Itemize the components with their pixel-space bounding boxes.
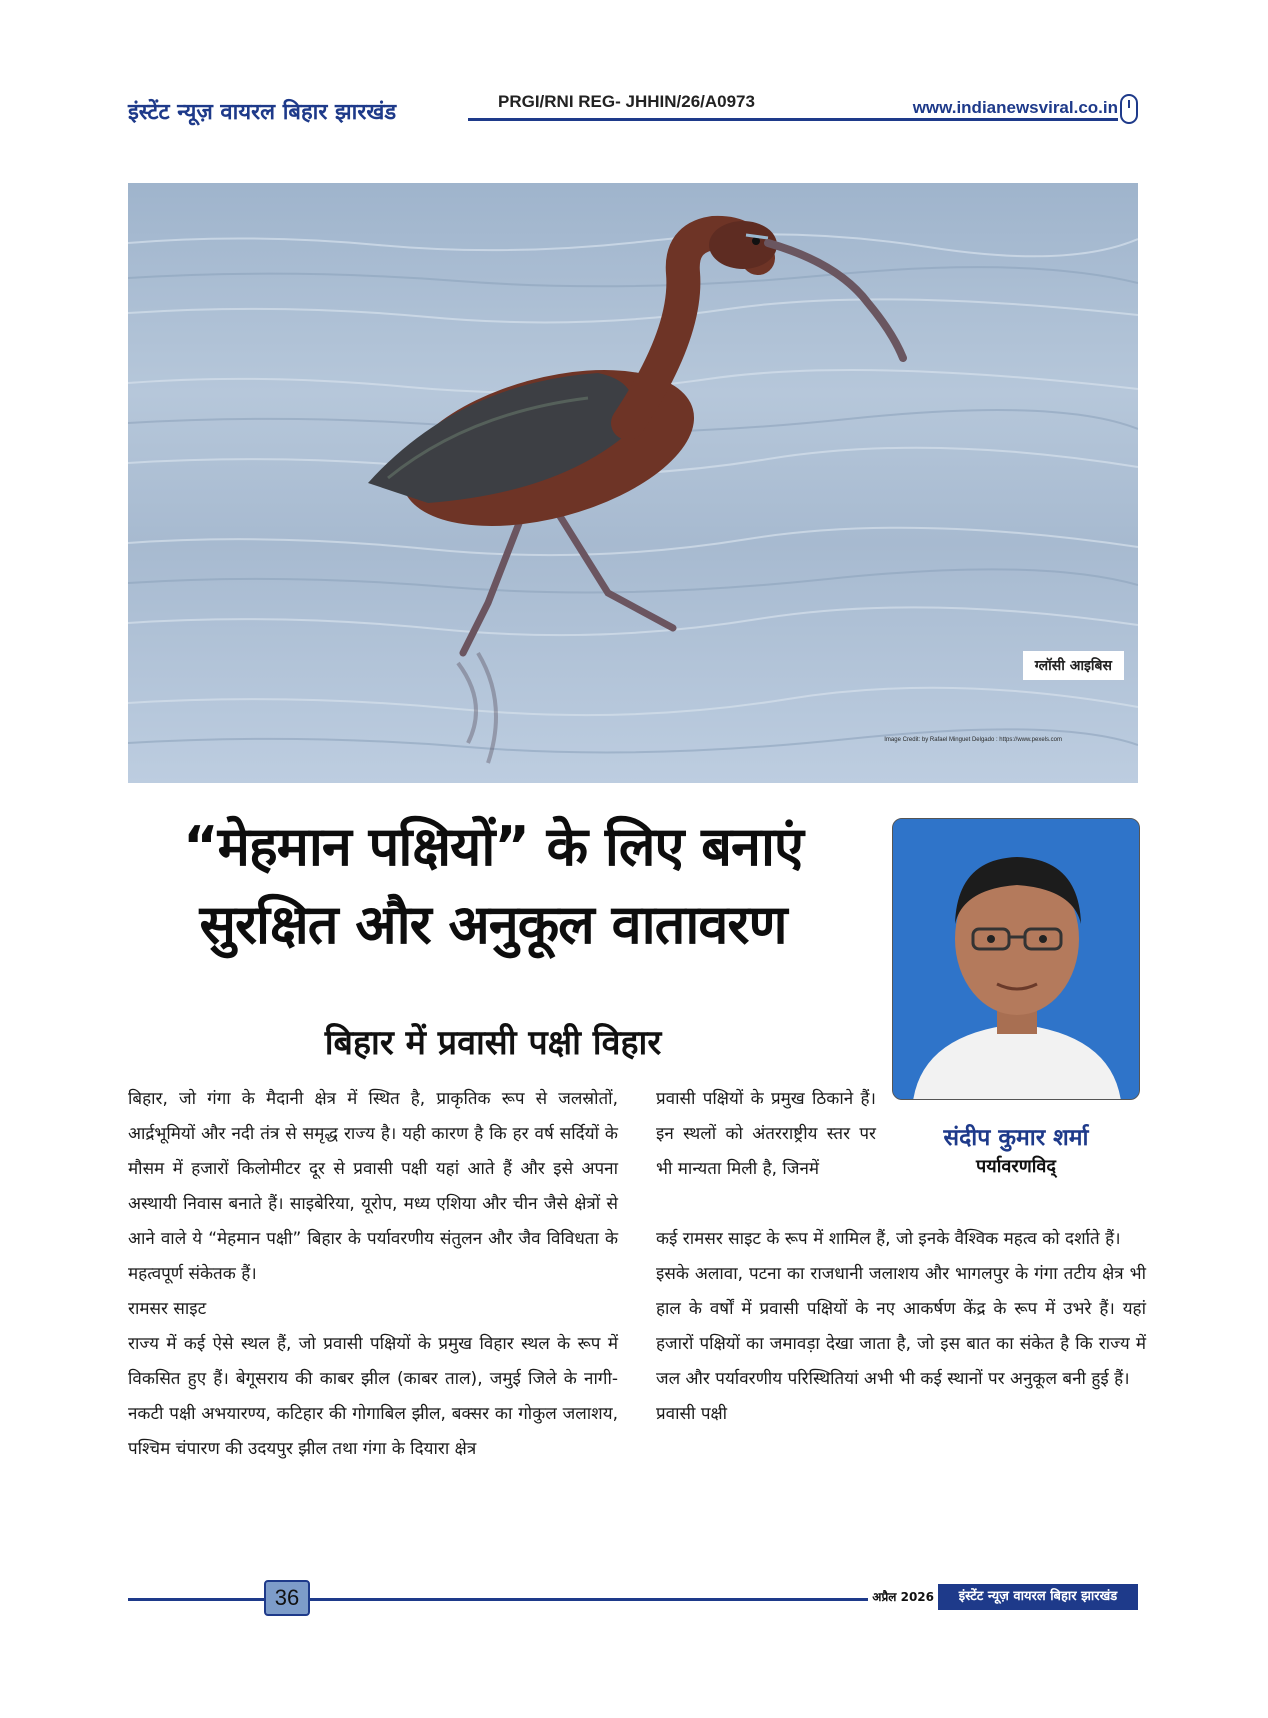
photo-caption: ग्लॉसी आइबिस bbox=[1023, 651, 1124, 680]
subheadline: बिहार में प्रवासी पक्षी विहार bbox=[324, 1023, 662, 1063]
article-paragraph-2-end: कई रामसर साइट के रूप में शामिल हैं, जो इनके वैश्विक महत्व को दर्शाते हैं। bbox=[656, 1229, 1121, 1249]
header-rule bbox=[468, 118, 1118, 121]
author-portrait bbox=[893, 819, 1140, 1100]
author-name: संदीप कुमार शर्मा bbox=[943, 1125, 1089, 1151]
author-role: पर्यावरणविद् bbox=[976, 1156, 1056, 1177]
article-paragraph-1: बिहार, जो गंगा के मैदानी क्षेत्र में स्थित है, प्राकृतिक रूप से जलस्रोतों, आर्द्रभूमियों और नदी तंत्र से समृद्ध राज्य है। यही कारण है कि हर वर्ष सर्दियों के मौसम में हजारों किलोमीटर दूर से प्रवासी पक्षी यहां आते हैं और इसे अपना अस्थायी निवास बनाते हैं। साइबेरिया, यूरोप, मध्य एशिया और चीन जैसे क्षेत्रों से आने वाले ये “मेहमान पक्षी” बिहार के पर्यावरणीय संतुलन और जैव विविधता के महत्वपूर्ण संकेतक हैं। bbox=[128, 1089, 618, 1284]
page-footer bbox=[128, 1580, 1138, 1620]
footer-rule bbox=[128, 1598, 888, 1601]
author-photo bbox=[892, 818, 1140, 1100]
article-paragraph-3: इसके अलावा, पटना का राजधानी जलाशय और भागलपुर के गंगा तटीय क्षेत्र भी हाल के वर्षों में प्रवासी पक्षियों के नए आकर्षण केंद्र के रूप में उभरे हैं। यहां हजारों पक्षियों का जमावड़ा देखा जाता है, जो इस बात का संकेत है कि राज्य में जल और पर्यावरणीय परिस्थितियां अभी भी कई स्थानों पर अनुकूल बनी हुई हैं। bbox=[656, 1264, 1146, 1389]
page-number: 36 bbox=[264, 1580, 310, 1616]
headline-line-2: सुरक्षित और अनुकूल वातावरण bbox=[199, 893, 787, 956]
header-website: www.indianewsviral.co.in bbox=[912, 98, 1118, 117]
page-header bbox=[128, 90, 1138, 130]
article-column-1 bbox=[128, 1082, 618, 1467]
header-registration: PRGI/RNI REG- JHHIN/26/A0973 bbox=[498, 92, 755, 111]
article-paragraph-2-continued: प्रवासी पक्षियों के प्रमुख ठिकाने हैं। इन स्थलों को अंतरराष्ट्रीय स्तर पर भी मान्यता मिली है, जिनमें bbox=[656, 1089, 876, 1179]
article-paragraph-2: राज्य में कई ऐसे स्थल हैं, जो प्रवासी पक्षियों के प्रमुख विहार स्थल के रूप में विकसित हुए हैं। बेगूसराय की काबर झील (काबर ताल), जमुई जिले के नागी-नकटी पक्षी अभयारण्य, कटिहार की गोगाबिल झील, बक्सर का गोकुल जलाशय, पश्चिम चंपारण की उदयपुर झील तथा गंगा के दियारा क्षेत्र bbox=[128, 1334, 618, 1459]
headline-line-1: “मेहमान पक्षियों” के लिए बनाएं bbox=[183, 815, 803, 878]
footer-publication-name: इंस्टेंट न्यूज़ वायरल बिहार झारखंड bbox=[938, 1584, 1138, 1610]
mouse-icon bbox=[1120, 94, 1138, 124]
header-publication-name: इंस्टेंट न्यूज़ वायरल बिहार झारखंड bbox=[128, 100, 397, 125]
ibis-illustration bbox=[128, 183, 1138, 783]
issue-date: अप्रैल 2026 bbox=[868, 1588, 938, 1605]
headline bbox=[128, 808, 858, 964]
article-column-2 bbox=[656, 1222, 1146, 1432]
ibis-photo bbox=[128, 183, 1138, 783]
section-heading-migratory-birds: प्रवासी पक्षी bbox=[656, 1404, 728, 1424]
section-heading-ramsar: रामसर साइट bbox=[128, 1299, 207, 1319]
article-column-2-top bbox=[656, 1082, 876, 1187]
photo-credit: Image Credit: by Rafael Minguet Delgado : https://www.pexels.com bbox=[884, 737, 1062, 743]
